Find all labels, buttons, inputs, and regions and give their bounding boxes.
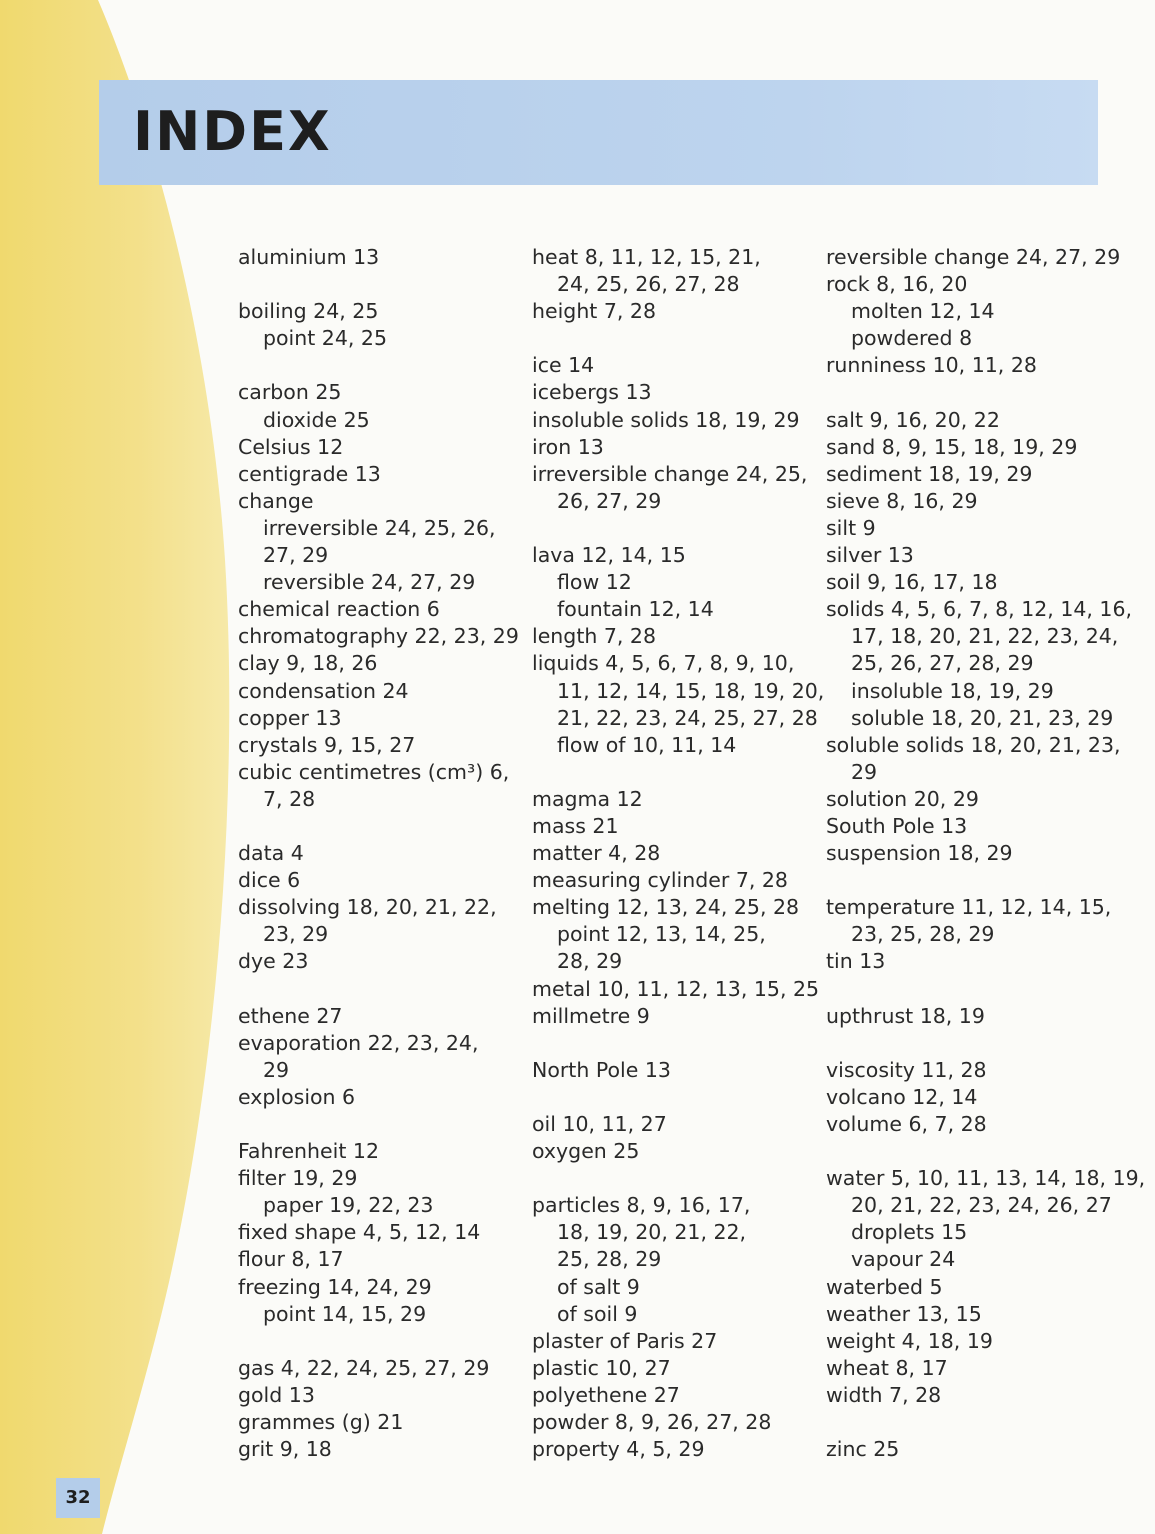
index-entry: silver 13 [826, 543, 914, 568]
index-entry: wheat 8, 17 [826, 1355, 948, 1380]
index-entry: irreversible change 24, 25, [532, 461, 808, 486]
index-entry: rock 8, 16, 20 [826, 272, 968, 297]
index-subentry: 21, 22, 23, 24, 25, 27, 28 [557, 705, 818, 730]
index-subentry: 20, 21, 22, 23, 24, 26, 27 [851, 1193, 1112, 1218]
index-entry: insoluble solids 18, 19, 29 [532, 407, 800, 432]
index-entry: solids 4, 5, 6, 7, 8, 12, 14, 16, [826, 597, 1133, 622]
index-entry: boiling 24, 25 [238, 299, 379, 324]
index-subentry: paper 19, 22, 23 [263, 1193, 434, 1218]
index-entry: grit 9, 18 [238, 1437, 332, 1462]
index-entry: volume 6, 7, 28 [826, 1112, 987, 1136]
index-entry: data 4 [238, 841, 304, 866]
index-entry: temperature 11, 12, 14, 15, [826, 895, 1112, 920]
index-subentry: 24, 25, 26, 27, 28 [557, 272, 740, 297]
index-subentry: irreversible 24, 25, 26, [263, 515, 496, 540]
index-entry: upthrust 18, 19 [826, 1003, 985, 1028]
index-entry: grammes (g) 21 [238, 1410, 404, 1435]
index-entry: aluminium 13 [238, 245, 380, 269]
index-entry: melting 12, 13, 24, 25, 28 [532, 895, 800, 920]
index-entry: height 7, 28 [532, 299, 657, 324]
index-gap [826, 379, 1121, 406]
index-column-3 [826, 244, 1146, 1463]
index-entry: oil 10, 11, 27 [532, 1112, 667, 1136]
index-entry: evaporation 22, 23, 24, [238, 1030, 479, 1055]
index-entry: icebergs 13 [532, 380, 652, 405]
index-entry: fixed shape 4, 5, 12, 14 [238, 1220, 481, 1245]
index-entry: tin 13 [826, 949, 886, 974]
index-gap [238, 976, 523, 1003]
index-entry: condensation 24 [238, 678, 409, 703]
index-subentry: fountain 12, 14 [557, 597, 714, 622]
index-subentry: 29 [263, 1057, 290, 1082]
index-entry: volcano 12, 14 [826, 1084, 978, 1109]
index-entry: clay 9, 18, 26 [238, 651, 378, 676]
index-entry: flour 8, 17 [238, 1247, 344, 1272]
index-subentry: of soil 9 [557, 1301, 638, 1326]
index-entry: carbon 25 [238, 380, 342, 405]
index-entry: South Pole 13 [826, 813, 968, 838]
index-entry: weather 13, 15 [826, 1301, 982, 1326]
index-entry: dice 6 [238, 868, 301, 893]
index-entry: water 5, 10, 11, 13, 14, 18, 19, [826, 1166, 1146, 1191]
index-gap [238, 1328, 523, 1355]
index-subentry: soluble 18, 20, 21, 23, 29 [851, 705, 1114, 730]
index-entry: runniness 10, 11, 28 [826, 353, 1037, 378]
index-entry: reversible change 24, 27, 29 [826, 245, 1121, 269]
index-gap [532, 759, 817, 786]
page-number: 32 [56, 1478, 100, 1518]
index-entry: heat 8, 11, 12, 15, 21, [532, 245, 761, 269]
index-gap [826, 1409, 1121, 1436]
index-entry: liquids 4, 5, 6, 7, 8, 9, 10, [532, 651, 795, 676]
index-entry: metal 10, 11, 12, 13, 15, 25 [532, 976, 820, 1001]
index-entry: dissolving 18, 20, 21, 22, [238, 895, 497, 920]
index-entry: mass 21 [532, 813, 619, 838]
index-entry: suspension 18, 29 [826, 841, 1013, 866]
index-subentry: 26, 27, 29 [557, 488, 662, 513]
index-entry: solution 20, 29 [826, 786, 979, 811]
index-subentry: 25, 26, 27, 28, 29 [851, 651, 1034, 676]
index-gap [238, 813, 523, 840]
index-gap [532, 1084, 817, 1111]
index-entry: ice 14 [532, 353, 595, 378]
index-subentry: 27, 29 [263, 543, 329, 568]
index-entry: millmetre 9 [532, 1003, 650, 1028]
index-gap [826, 976, 1121, 1003]
index-entry: cubic centimetres (cm³) 6, [238, 759, 510, 784]
index-entry: zinc 25 [826, 1437, 900, 1462]
index-entry: ethene 27 [238, 1003, 343, 1028]
index-subentry: reversible 24, 27, 29 [263, 570, 476, 595]
index-subentry: 18, 19, 20, 21, 22, [557, 1220, 747, 1245]
index-subentry: 25, 28, 29 [557, 1247, 662, 1272]
index-entry: gold 13 [238, 1382, 315, 1407]
index-entry: copper 13 [238, 705, 342, 730]
index-entry: waterbed 5 [826, 1274, 943, 1299]
index-subentry: 23, 25, 28, 29 [851, 922, 995, 947]
index-entry: crystals 9, 15, 27 [238, 732, 416, 757]
index-subentry: molten 12, 14 [851, 299, 995, 324]
index-gap [826, 867, 1121, 894]
index-subentry: of salt 9 [557, 1274, 640, 1299]
index-entry: sediment 18, 19, 29 [826, 461, 1033, 486]
index-entry: sieve 8, 16, 29 [826, 488, 978, 513]
index-subentry: insoluble 18, 19, 29 [851, 678, 1054, 703]
index-subentry: dioxide 25 [263, 407, 370, 432]
index-subentry: 29 [851, 759, 878, 784]
index-entry: explosion 6 [238, 1084, 356, 1109]
index-subentry: flow of 10, 11, 14 [557, 732, 737, 757]
index-gap [532, 1165, 817, 1192]
index-gap [532, 515, 817, 542]
index-entry: plaster of Paris 27 [532, 1328, 718, 1353]
index-subentry: point 12, 13, 14, 25, [557, 922, 766, 947]
index-entry: length 7, 28 [532, 624, 657, 649]
index-entry: iron 13 [532, 434, 604, 459]
index-entry: salt 9, 16, 20, 22 [826, 407, 1000, 432]
index-subentry: 28, 29 [557, 949, 623, 974]
index-entry: dye 23 [238, 949, 309, 974]
index-entry: soil 9, 16, 17, 18 [826, 570, 998, 595]
index-entry: polyethene 27 [532, 1382, 680, 1407]
index-subentry: 7, 28 [263, 786, 316, 811]
index-entry: North Pole 13 [532, 1057, 671, 1082]
index-gap [532, 1030, 817, 1057]
index-subentry: flow 12 [557, 570, 632, 595]
index-entry: centigrade 13 [238, 461, 381, 486]
index-entry: sand 8, 9, 15, 18, 19, 29 [826, 434, 1078, 459]
index-subentry: 17, 18, 20, 21, 22, 23, 24, [851, 624, 1119, 649]
index-subentry: point 14, 15, 29 [263, 1301, 427, 1326]
index-entry: measuring cylinder 7, 28 [532, 868, 788, 893]
index-entry: chromatography 22, 23, 29 [238, 624, 519, 649]
index-entry: width 7, 28 [826, 1382, 942, 1407]
index-gap [238, 1111, 523, 1138]
index-entry: property 4, 5, 29 [532, 1437, 705, 1462]
index-entry: Fahrenheit 12 [238, 1139, 379, 1164]
index-entry: plastic 10, 27 [532, 1355, 671, 1380]
index-entry: silt 9 [826, 515, 876, 540]
index-entry: soluble solids 18, 20, 21, 23, [826, 732, 1121, 757]
index-subentry: point 24, 25 [263, 326, 388, 351]
index-gap [238, 271, 523, 298]
index-entry: particles 8, 9, 16, 17, [532, 1193, 751, 1218]
index-entry: lava 12, 14, 15 [532, 543, 686, 568]
index-entry: powder 8, 9, 26, 27, 28 [532, 1410, 772, 1435]
page-title: INDEX [133, 100, 332, 163]
index-gap [826, 1138, 1121, 1165]
index-gap [532, 325, 817, 352]
index-gap [826, 1030, 1121, 1057]
index-entry: weight 4, 18, 19 [826, 1328, 993, 1353]
index-entry: matter 4, 28 [532, 841, 661, 866]
index-entry: gas 4, 22, 24, 25, 27, 29 [238, 1355, 490, 1380]
index-entry: magma 12 [532, 786, 643, 811]
index-entry: freezing 14, 24, 29 [238, 1274, 432, 1299]
index-entry: change [238, 488, 314, 513]
index-subentry: 11, 12, 14, 15, 18, 19, 20, [557, 678, 825, 703]
index-subentry: vapour 24 [851, 1247, 956, 1272]
index-column-2 [532, 244, 825, 1463]
index-entry: filter 19, 29 [238, 1166, 358, 1191]
index-column-1 [238, 244, 523, 1463]
index-subentry: droplets 15 [851, 1220, 968, 1245]
index-entry: oxygen 25 [532, 1139, 640, 1164]
index-entry: Celsius 12 [238, 434, 344, 459]
index-entry: viscosity 11, 28 [826, 1057, 987, 1082]
index-subentry: powdered 8 [851, 326, 973, 351]
index-entry: chemical reaction 6 [238, 597, 440, 622]
index-subentry: 23, 29 [263, 922, 329, 947]
index-gap [238, 352, 523, 379]
